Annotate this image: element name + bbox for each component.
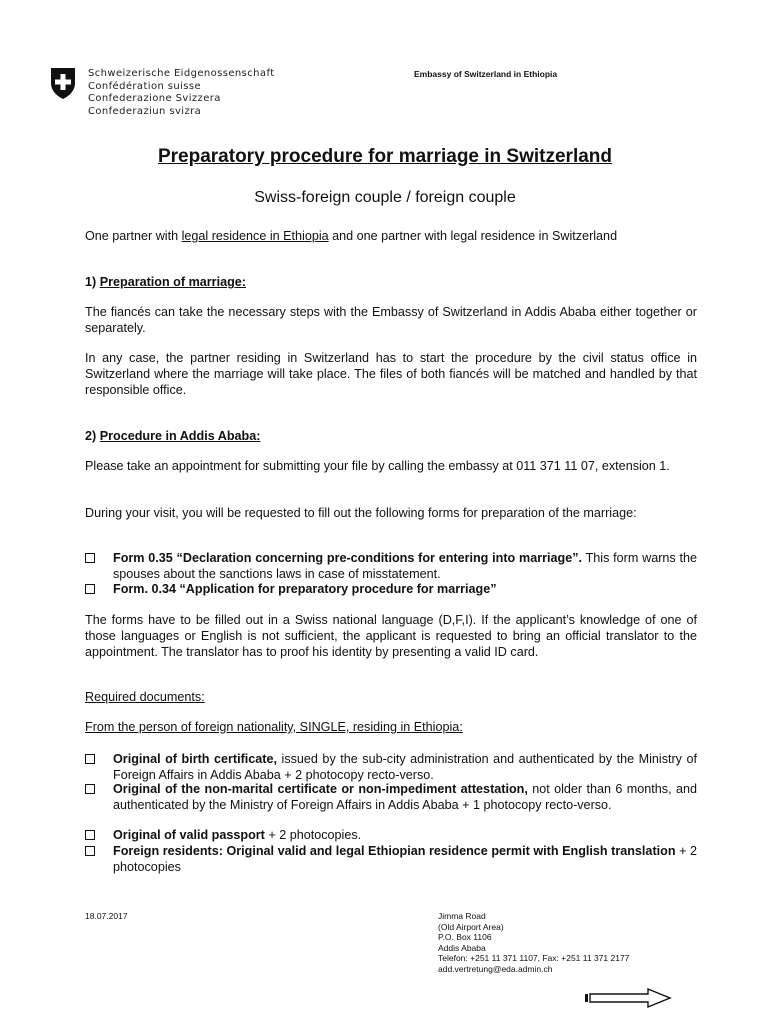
confederation-name-block: [88, 68, 275, 118]
checkbox-square-icon: [85, 846, 95, 856]
list-item-passport: Original of valid passport + 2 photocopies.: [85, 827, 697, 843]
section2-paragraph-3: The forms have to be filled out in a Swiss national language (D,F,I). If the applicant’s knowledge of one of those languages or English is not sufficient, the applicant is requested to bring an official translator to the appointment. The translator has to proof his identity by presenting a valid ID card.: [85, 613, 697, 659]
confederation-line-it: Confederazione Svizzera: [88, 93, 221, 104]
arrow-right-icon: [584, 987, 672, 1009]
checkbox-square-icon: [85, 553, 95, 563]
intro-underlined-text: legal residence in Ethiopia: [181, 229, 329, 243]
embassy-name: Embassy of Switzerland in Ethiopia: [414, 69, 558, 79]
swiss-cross-shield-icon: [48, 66, 78, 100]
address-line: P.O. Box 1106: [438, 932, 492, 943]
address-line: Addis Ababa: [438, 942, 486, 953]
confederation-line-rm: Confederaziun svizra: [88, 105, 202, 117]
list-item-residence-permit: Foreign residents: Original valid and legal Ethiopian residence permit with English translation + 2 photocopies: [85, 843, 697, 875]
checkbox-square-icon: [85, 784, 95, 794]
section2-paragraph-1: Please take an appointment for submitting your file by calling the embassy at 011 371 11 07, extension 1.: [85, 459, 670, 473]
section2-paragraph-2: During your visit, you will be requested to fill out the following forms for preparation of the marriage:: [85, 506, 637, 520]
address-email: add.vertretung@eda.admin.ch: [438, 963, 553, 974]
page-subtitle: Swiss-foreign couple / foreign couple: [254, 189, 516, 206]
list-item-form-035: Form 0.35 “Declaration concerning pre-conditions for entering into marriage”. This form warns the spouses about the sanctions laws in case of misstatement.: [85, 550, 697, 582]
foreign-person-heading: From the person of foreign nationality, SINGLE, residing in Ethiopia:: [85, 720, 463, 734]
section1-paragraph-2: In any case, the partner residing in Switzerland has to start the procedure by the civil status office in Switzerland where the marriage will take place. The files of both fiancés will be matched and handled by that responsible office.: [85, 351, 697, 397]
checkbox-square-icon: [85, 754, 95, 764]
embassy-address: [438, 911, 629, 975]
document-date: 18.07.2017: [85, 911, 128, 921]
page-title: Preparatory procedure for marriage in Switzerland: [157, 146, 613, 167]
required-documents-heading: Required documents:: [85, 690, 205, 704]
confederation-line-fr: Confédération suisse: [88, 80, 202, 92]
confederation-line-de: Schweizerische Eidgenossenschaft: [88, 68, 275, 79]
checkbox-square-icon: [85, 830, 95, 840]
intro-paragraph: One partner with legal residence in Ethiopia and one partner with legal residence in Switzerland: [85, 229, 618, 243]
address-line: Jimma Road: [438, 911, 486, 921]
section1-paragraph-1: The fiancés can take the necessary steps with the Embassy of Switzerland in Addis Ababa either together or separately.: [85, 305, 697, 335]
list-item-birth-certificate: Original of birth certificate, issued by the sub-city administration and authenticated by the Ministry of Foreign Affairs in Addis Ababa + 2 photocopy recto-verso.: [85, 751, 697, 783]
section2-heading: 2) Procedure in Addis Ababa:: [85, 429, 261, 443]
list-item-non-marital-certificate: Original of the non-marital certificate or non-impediment attestation, not older than 6 months, and authenticated by the Ministry of Foreign Affairs in Addis Ababa + 1 photocopy recto-verso.: [85, 781, 697, 813]
address-line: (Old Airport Area): [438, 921, 504, 932]
address-phone-fax: Telefon: +251 11 371 1107, Fax: +251 11 371 2177: [438, 953, 630, 964]
checkbox-square-icon: [85, 584, 95, 594]
list-item-form-034: Form. 0.34 “Application for preparatory procedure for marriage”: [85, 581, 697, 597]
section1-heading: 1) Preparation of marriage:: [85, 275, 246, 289]
